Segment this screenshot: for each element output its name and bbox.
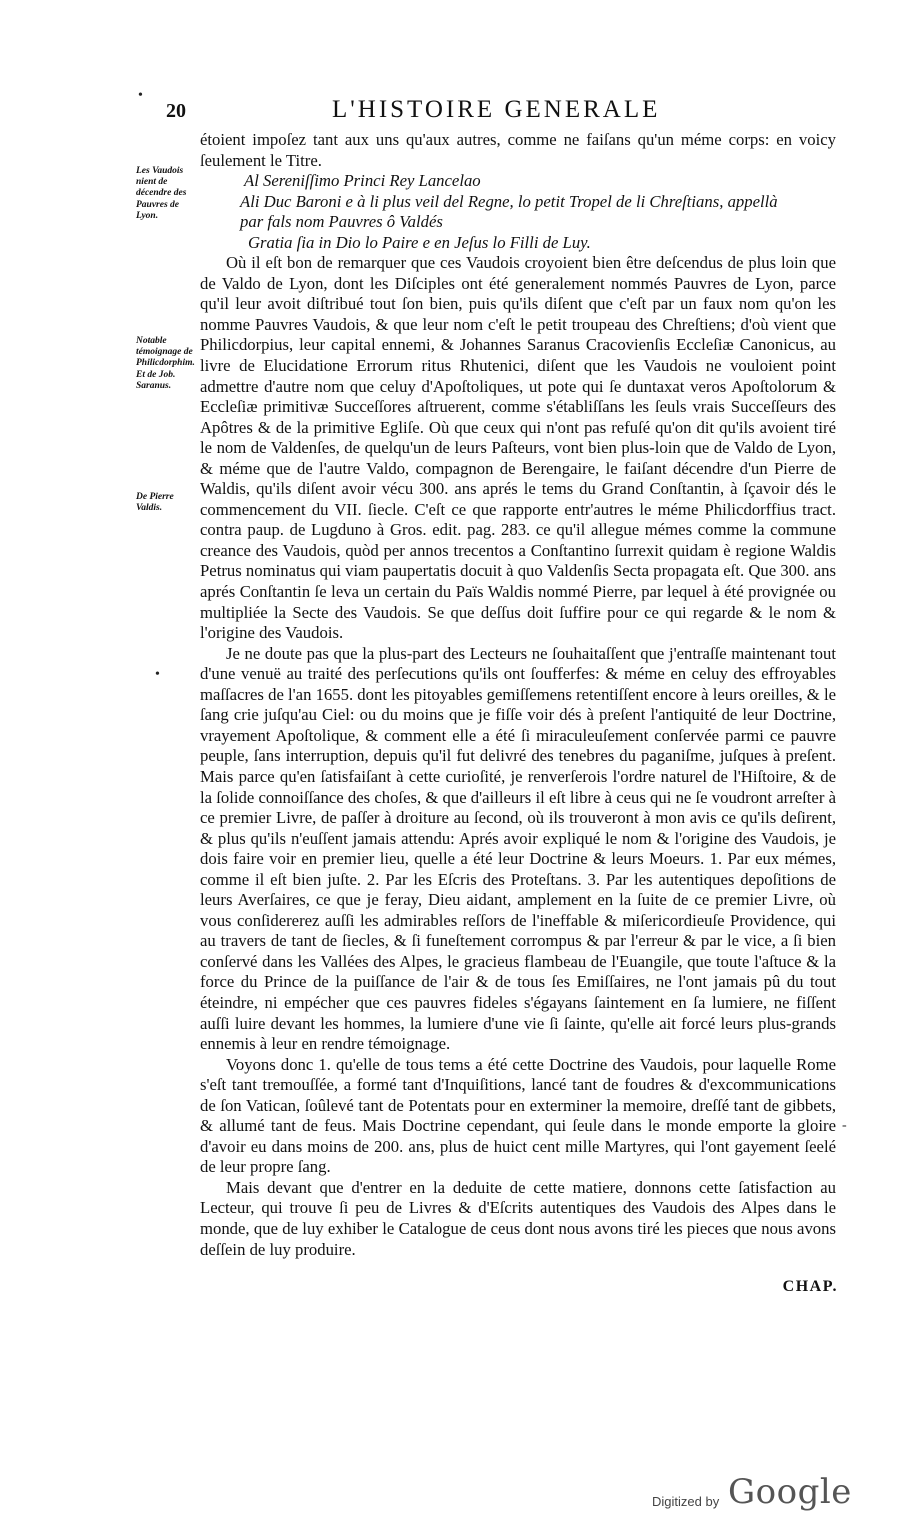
- paragraph: Où il eſt bon de remarquer que ces Vaudois croyoient bien être deſcendus de plus loin que de Valdo de Lyon, dont les Diſciples ont été generalement nommés Pauvres de Lyon, parce qu'il leur avoit diſtribué tout ſon bien, puis qu'ils diſent que c'eſt par un faux nom qu'on les nomme Pauvres Vaudois, & que leur nom c'eſt le petit troupeau des Chreſtiens; d'où vient que Philicdorpius, leur capital ennemi, & Johannes Saranus Cracovienſis Eccleſiæ Canonicus, au livre de Elucidatione Errorum ritus Rhutenici, diſent que les Vaudois ne vouloient point admettre d'autre nom que celuy d'Apoſtoliques, ut pote qui ſe duntaxat veros Apoſtolorum & Eccleſiæ primitivæ Succeſſores aſtruerent, comme s'établiſſans les ſeuls vrais Succeſſeurs des Apôtres & de la primitive Egliſe. Où que ceux qui n'ont pas refuſé qu'on dit qu'ils avoient tiré le nom de Valdenſes, de quelqu'un de leurs Paſteurs, vont bien plus-loin que de Valdo de Lyon, & méme que de l'autre Valdo, compagnon de Berengaire, le faiſant décendre d'un Pierre de Waldis, qu'ils diſent avoir vécu 300. ans aprés le tems du Grand Conſtantin, à ſçavoir dés le commencement du VII. ſiecle. C'eſt ce que rapporte entr'autres le méme Philicdorffius tract. contra paup. de Lugduno à Gros. edit. pag. 283. ce qu'il allegue mémes comme la commune creance des Vaudois, quòd per annos trecentos a Conſtantino ſurrexit quidam è regione Waldis Petrus nominatus qui viam paupertatis docuit à quo Valdenſis Secta propagata eſt. Que 300. ans aprés Conſtantin ſe leva un certain du Païs Waldis nommé Pierre, par lequel à été provignée ou multipliée la Secte des Vaudois. Se que deſſus doit ſuffire pour ce qui regarde & le nom & l'origine des Vaudois.: [200, 253, 836, 643]
- page-header: [150, 96, 840, 130]
- margin-note: Notable témoignage de Philicdorphim. Et de Job. Saranus.: [136, 336, 195, 391]
- page-number: 20: [166, 100, 186, 122]
- verse-line: Al Sereniſſimo Princi Rey Lancelao: [244, 171, 481, 191]
- verse-line: Ali Duc Baroni e à li plus veil del Regne, lo petit Tropel de li Chreſtians, appellà: [240, 191, 778, 211]
- google-logo: Google: [728, 1472, 852, 1512]
- paragraph: Je ne doute pas que la plus-part des Lecteurs ne ſouhaitaſſent que j'entraſſe maintenant tout d'une venuë au traité des perſecutions qu'ils ont ſoufferfes: & méme en celuy des effroyables maſſacres de l'an 1655. dont les pitoyables gemiſſemens retentiſſent encore à leurs oreilles, & le ſang crie juſqu'au Ciel: ou du moins que je fiſſe voir dés à preſent l'antiquité de leur Doctrine, vrayement Apoſtolique, & comment elle a été ſi miraculeuſement conſervée parmi ce pauvre peuple, ſans interruption, depuis qu'il fut delivré des tenebres du paganiſme, juſques à preſent. Mais parce qu'en ſatisfaiſant à cette curioſité, je renverſerois l'ordre naturel de l'Hiſtoire, & de la ſolide connoiſſance des choſes, & que d'ailleurs il eſt libre à ceus qui ne ſe voudront arreſter à ce premier Livre, de paſſer à droiture au ſecond, où ils trouveront à mon avis ce qu'ils deſirent, & plus qu'ils n'euſſent jamais attendu: Aprés avoir expliqué le nom & l'origine des Vaudois, je dois faire voir en premier lieu, quelle a été leur Doctrine & leurs Moeurs. 1. Par eux mémes, comme il eſt bien juſte. 2. Par les Eſcris des Proteſtans. 3. Par les autentiques depoſitions de leurs Averſaires, ce que je feray, Dieu aidant, amplement en la ſuite de ce premier Livre, où vous conſidererez auſſi les admirables reſſors de l'ineffable & miſericordieuſe Providence, qui au travers de tant de ſiecles, & ſi funeſtement corrompus & par l'erreur & par le vice, a ſi bien conſervé dans les Vallées des Alpes, le gracieus flambeau de l'Euangile, que toute l'aſtuce & la force du Prince de la puiſſance de l'air & de tous ſes Emiſſaires, ne l'ont jamais pû du tout éteindre, ni empécher que ces pauvres fideles s'égayans ſaintement en ſa lumiere, ne fiſſent auſſi luire devant les hommes, la lumiere d'une vie ſi ſainte, qu'elle ait forcé leurs plus-grands ennemis à leur en rendre témoignage.: [200, 643, 836, 1054]
- digitized-watermark: [652, 1472, 862, 1516]
- paragraph: Voyons donc 1. qu'elle de tous tems a été cette Doctrine des Vaudois, pour laquelle Rome s'eſt tant tremouſſée, a formé tant d'Inquiſitions, lancé tant de foudres & d'excommunications de ſon Vatican, ſoûlevé tant de Potentats pour en exterminer la memoire, dreſſé tant de gibbets, & allumé tant de feus. Mais Doctrine cependant, qui ſeule dans le monde emporte la gloire d'avoir eu dans moins de 200. ans, plus de huict cent mille Martyres, qui l'ont gayement ſeelé de leur propre ſang.: [200, 1054, 836, 1177]
- digitized-label: Digitized by: [652, 1494, 720, 1509]
- catchword: CHAP.: [782, 1278, 838, 1295]
- ink-speck: •: [155, 667, 160, 682]
- ink-speck: •: [138, 88, 143, 103]
- verse-line: par fals nom Pauvres ô Valdés: [240, 212, 443, 232]
- main-text: [200, 130, 836, 1260]
- verse-line: Gratia ſia in Dio lo Paire e en Jeſus lo Filli de Luy.: [248, 232, 591, 252]
- paragraph: Mais devant que d'entrer en la deduite de cette matiere, donnons cette ſatisfaction au Lecteur, qui trouve ſi peu de Livres & d'Eſcrits autentiques des Vaudois des Alpes dans le monde, que de luy exhiber le Catalogue de ceus dont nous avons tiré les pieces que nous avons deſſein de luy produire.: [200, 1177, 836, 1259]
- margin-note: Les Vaudois nient de décendre des Pauvres de Lyon.: [136, 166, 187, 221]
- running-title: L'HISTOIRE GENERALE: [332, 96, 661, 123]
- ink-speck: -: [842, 1118, 847, 1133]
- margin-note: De Pierre Valdis.: [136, 492, 174, 514]
- intro-paragraph: étoient impoſez tant aux uns qu'aux autres, comme ne faiſans qu'un méme corps: en voicy ſeulement le Titre.: [200, 130, 836, 170]
